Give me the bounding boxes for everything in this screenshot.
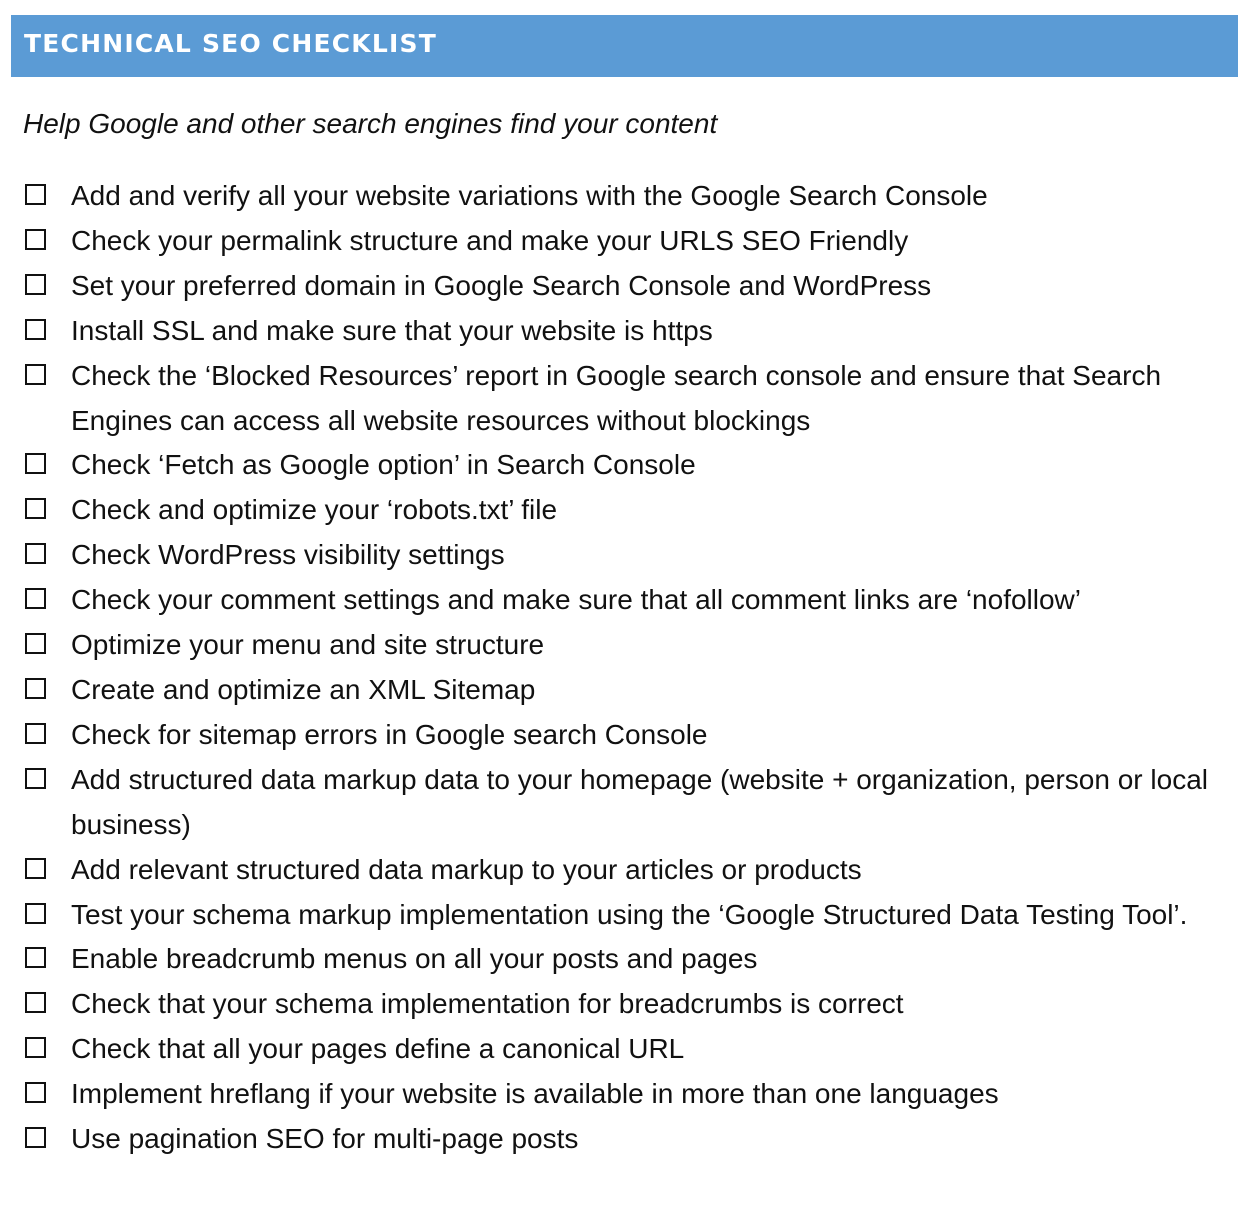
checklist-item-label: Add and verify all your website variations with the Google Search Console (71, 180, 988, 211)
checklist-item-label: Enable breadcrumb menus on all your posts and pages (71, 943, 758, 975)
checkbox[interactable] (25, 678, 46, 699)
checklist-item (25, 668, 1230, 713)
checklist-item-label: Check that your schema implementation for breadcrumbs is correct (71, 988, 904, 1020)
checklist-item (25, 758, 1230, 848)
checklist-item (25, 219, 1230, 264)
subtitle: Help Google and other search engines find your content (23, 108, 718, 139)
checklist-item (25, 533, 1230, 578)
checklist-item (25, 174, 1230, 219)
checklist-item-label: Check WordPress visibility settings (71, 539, 505, 571)
checkbox[interactable] (25, 633, 46, 654)
checklist-item-label: Check that all your pages define a canonical URL (71, 1033, 685, 1065)
page-title: TECHNICAL SEO CHECKLIST (24, 28, 437, 58)
checklist-item (25, 354, 1230, 444)
checkbox[interactable] (25, 543, 46, 564)
checklist-item (25, 309, 1230, 354)
checkbox[interactable] (25, 903, 46, 924)
checkbox[interactable] (25, 1127, 46, 1148)
checklist-item-label: Use pagination SEO for multi-page posts (71, 1123, 579, 1155)
checklist-item-label: Implement hreflang if your website is available in more than one languages (71, 1078, 999, 1110)
checklist-item-label: Check your permalink structure and make your URLS SEO Friendly (71, 224, 909, 256)
checklist-item-label: Add relevant structured data markup to your articles or products (71, 853, 862, 885)
checklist-item-label: Add structured data markup data to your homepage (website + organization, person or local business) (71, 763, 1208, 840)
checklist-item-label: Check ‘Fetch as Google option’ in Search Console (71, 449, 696, 481)
checklist-item-label: Test your schema markup implementation using the ‘Google Structured Data Testing Tool’. (71, 898, 1188, 930)
checkbox[interactable] (25, 184, 46, 205)
checkbox[interactable] (25, 1082, 46, 1103)
checklist (25, 174, 1230, 1162)
checklist-item (25, 848, 1230, 893)
checklist-item-label: Check your comment settings and make sure that all comment links are ‘nofollow’ (71, 584, 1081, 616)
checkbox[interactable] (25, 498, 46, 519)
checkbox[interactable] (25, 319, 46, 340)
checkbox[interactable] (25, 588, 46, 609)
checkbox[interactable] (25, 992, 46, 1013)
checkbox[interactable] (25, 364, 46, 385)
checkbox[interactable] (25, 947, 46, 968)
checklist-item-label: Check the ‘Blocked Resources’ report in Google search console and ensure that Search Engines can access all website resources without blockings (71, 359, 1162, 436)
checklist-item (25, 937, 1230, 982)
header-bar (11, 15, 1238, 77)
checkbox[interactable] (25, 723, 46, 744)
checklist-item (25, 488, 1230, 533)
checkbox[interactable] (25, 1037, 46, 1058)
checklist-item (25, 982, 1230, 1027)
checklist-item-label: Check for sitemap errors in Google search Console (71, 718, 708, 750)
checklist-item (25, 578, 1230, 623)
checklist-item (25, 443, 1230, 488)
checkbox[interactable] (25, 274, 46, 295)
checklist-item-label: Check and optimize your ‘robots.txt’ file (71, 494, 558, 526)
checklist-item-label: Install SSL and make sure that your website is https (71, 314, 713, 346)
checkbox[interactable] (25, 453, 46, 474)
checklist-item-label: Optimize your menu and site structure (71, 629, 545, 661)
checklist-item (25, 1027, 1230, 1072)
checklist-item (25, 623, 1230, 668)
checklist-item (25, 1072, 1230, 1117)
checklist-item (25, 713, 1230, 758)
checklist-item (25, 264, 1230, 309)
checklist-item-label: Create and optimize an XML Sitemap (71, 673, 536, 705)
checkbox[interactable] (25, 858, 46, 879)
checkbox[interactable] (25, 768, 46, 789)
checklist-item (25, 1117, 1230, 1162)
checklist-item-label: Set your preferred domain in Google Search Console and WordPress (71, 269, 932, 301)
checkbox[interactable] (25, 229, 46, 250)
checklist-item (25, 893, 1230, 938)
